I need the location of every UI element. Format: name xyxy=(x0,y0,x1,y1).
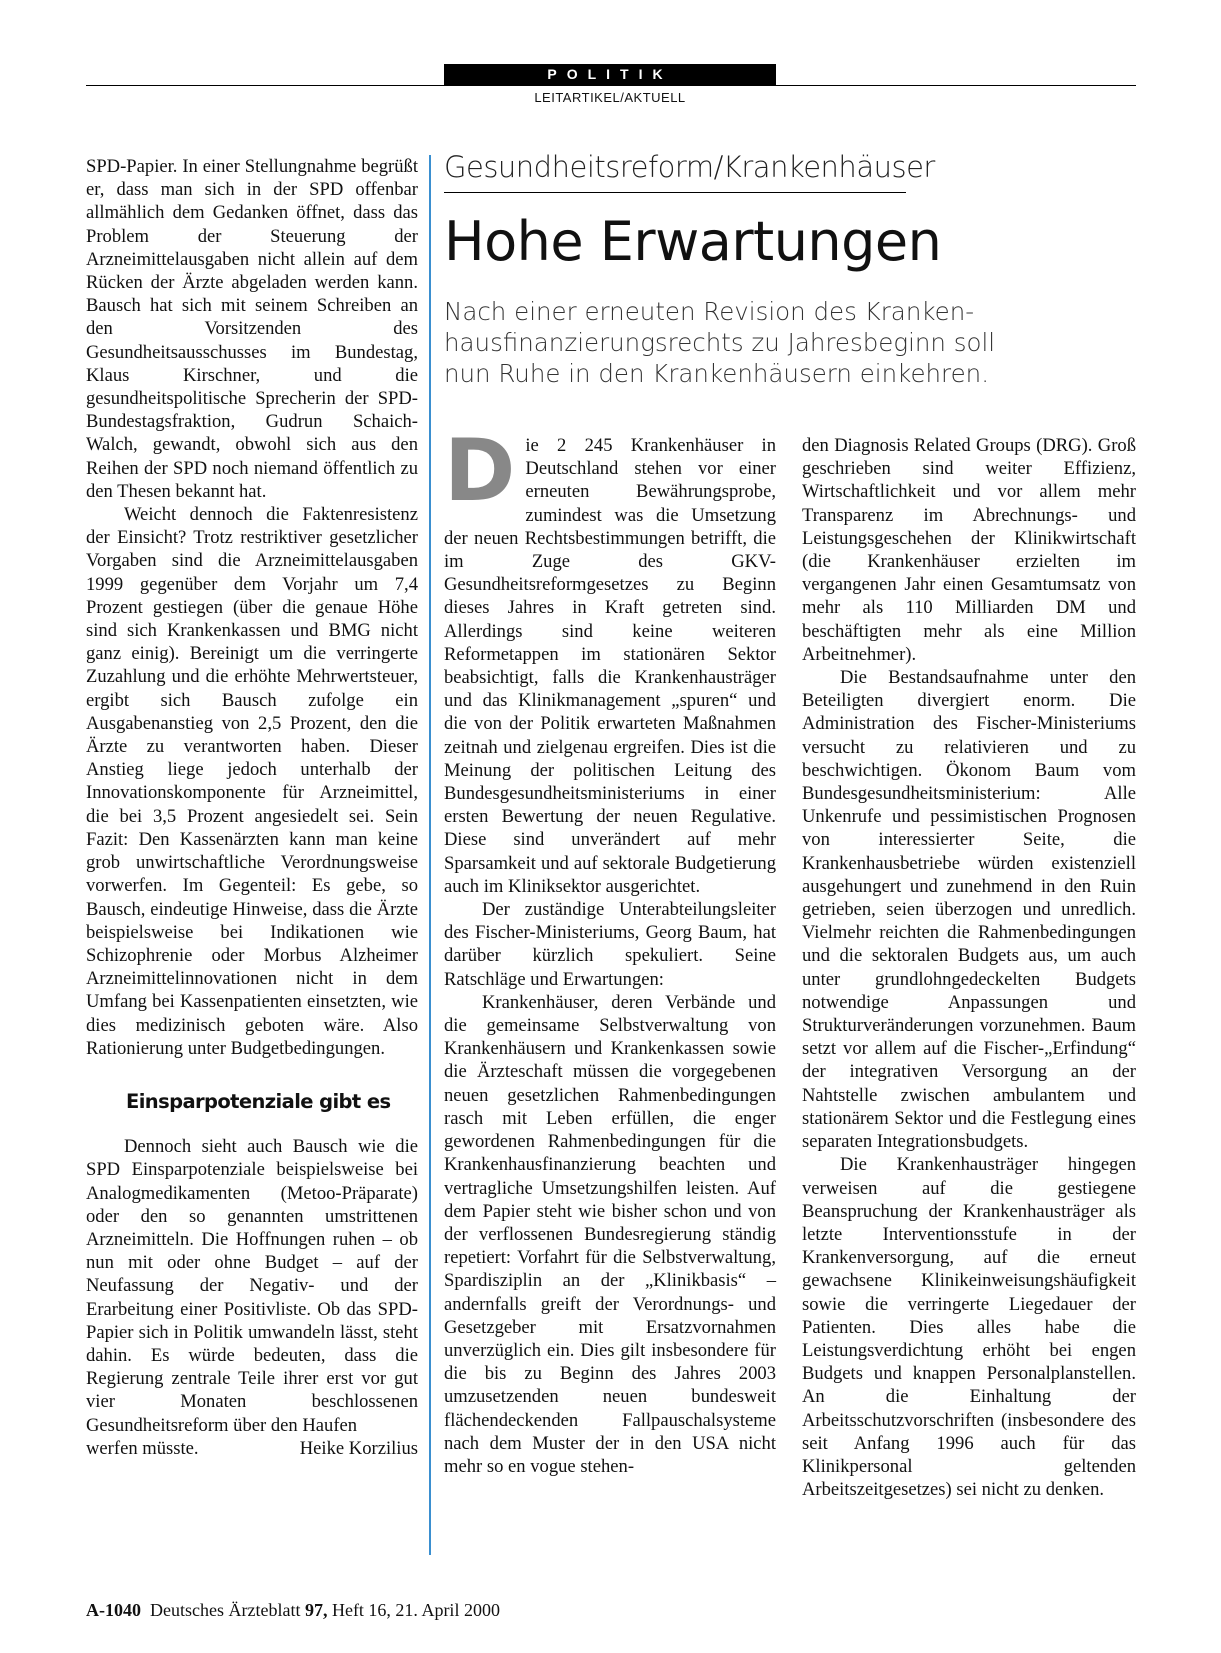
text-column-right xyxy=(802,434,1136,1501)
paragraph-text: ie 2 245 Krankenhäuser in Deutschland stehen vor einer erneuten Bewährungsprobe, zumindest was die Umsetzung der neuen Rechtsbestimmungen betrifft, die im Zuge des GKV-Gesundheitsreformgesetzes zu Beginn dieses Jahres in Kraft getreten sind. Allerdings sind keine weiteren Reformetappen im stationären Sektor beabsichtigt, falls die Krankenhausträger und das Klinikmanagement „spuren“ und die von der Politik erwarteten Maßnahmen zeitnah und zielgenau ergreifen. Dies ist die Meinung der politischen Leitung des Bundesgesundheitsministeriums in einer ersten Bewertung der neuen Regulative. Diese sind unverändert auf mehr Sparsamkeit und auf sektorale Budgetierung auch im Kliniksektor ausgerichtet. xyxy=(444,435,776,897)
paragraph: Weicht dennoch die Faktenresistenz der Einsicht? Trotz restriktiver gesetzlicher Vorgaben sind die Arzneimittelausgaben 1999 gegenüber dem Vorjahr um 7,4 Prozent gestiegen (über die genaue Höhe sind sich Krankenkassen und BMG nicht ganz einig). Bereinigt um die verringerte Zuzahlung und die erhöhte Mehrwertsteuer, ergibt sich Bausch zufolge ein Ausgabenanstieg von 2,5 Prozent, den die Ärzte zu verantworten haben. Dieser Anstieg liege jedoch unterhalb der Innovationskomponente für Arzneimittel, die bei 3,5 Prozent angesiedelt sei. Sein Fazit: Den Kassenärzten kann man keine grob unwirtschaftliche Verordnungsweise vorwerfen. Im Gegenteil: Es gebe, so Bausch, eindeutige Hinweise, dass die Ärzte beispielsweise bei Indikationen wie Schizophrenie oder Morbus Alzheimer Arzneimittelinnovationen nicht in dem Umfang bei Kassenpatienten einsetzten, wie dies medizinisch geboten wäre. Also Rationierung unter Budgetbedingungen. xyxy=(86,504,418,1059)
column-divider xyxy=(429,155,431,1555)
paragraph: SPD-Papier. In einer Stellungnahme begrüßt er, dass man sich in der SPD offenbar allmählich dem Gedanken öffnet, dass das Problem der Steuerung der Arzneimittelausgaben nicht allein auf dem Rücken der Ärzte abgeladen werden kann. Bausch hat sich mit seinem Schreiben an den Vorsitzenden des Gesundheitsausschusses im Bundestag, Klaus Kirschner, und die gesundheitspolitische Sprecherin der SPD-Bundestagsfraktion, Gudrun Schaich-Walch, gewandt, obwohl sich aus den Reihen der SPD noch niemand öffentlich zu den Thesen bekannt hat. xyxy=(86,156,418,502)
header-rule xyxy=(86,85,1136,86)
signature-line xyxy=(86,1437,418,1460)
page-number: A-1040 xyxy=(86,1600,141,1620)
author-name: Heike Korzilius xyxy=(299,1437,418,1459)
text-column-middle xyxy=(444,421,776,1478)
subheading: Einsparpotenziale gibt es xyxy=(126,1089,391,1113)
text-column-left xyxy=(86,155,418,1460)
paragraph: Die Bestandsaufnahme unter den Beteiligten divergiert enorm. Die Administration des Fischer-Ministeriums versucht zu relativieren und zu beschwichtigen. Ökonom Baum vom Bundesgesundheitsministerium: Alle Unkenrufe und pessimistischen Prognosen von interessierter Seite, die Krankenhausbetriebe würden existenziell ausgehungert und zunehmend in den Ruin getrieben, seien überzogen und unredlich. Vielmehr reichten die Rahmenbedingungen und die sektoralen Budgets aus, um auch unter grundlohngedeckelten Budgets notwendige Anpassungen und Strukturveränderungen vorzunehmen. Baum setzt vor allem auf die Fischer-„Erfindung“ der integrativen Versorgung an der Nahtstelle zwischen ambulantem und stationärem Sektor und die Festlegung eines separaten Integrationsbudgets. xyxy=(802,667,1136,1153)
paragraph: Dennoch sieht auch Bausch wie die SPD Einsparpotenziale beispielsweise bei Analogmedikamenten (Metoo-Präparate) oder den so genannten umstrittenen Arzneimitteln. Die Hoffnungen ruhen – ob nun mit oder ohne Budget – auf der Neufassung der Negativ- und der Erarbeitung einer Positivliste. Ob das SPD-Papier sich in Politik umwandeln lässt, steht dahin. Es würde bedeuten, dass die Regierung zentrale Teile ihrer erst vor gut vier Monaten beschlossenen Gesundheitsreform über den Haufen xyxy=(86,1136,418,1436)
paragraph: Der zuständige Unterabteilungsleiter des Fischer-Ministeriums, Georg Baum, hat darüber kürzlich spekuliert. Seine Ratschläge und Erwartungen: xyxy=(444,899,776,990)
paragraph: Krankenhäuser, deren Verbände und die gemeinsame Selbstverwaltung von Krankenhäusern und Krankenkassen sowie die Ärzteschaft müssen die vorgegebenen neuen gesetzlichen Rahmenbedingungen rasch mit Leben erfüllen, die enger gewordenen Rahmenbedingungen für die Krankenhausfinanzierung beachten und vertragliche Umsetzungshilfen leisten. Auf dem Papier steht wie bisher schon und von der verflossenen Bundesregierung ständig repetiert: Vorfahrt für die Selbstverwaltung, Spardisziplin an der „Klinikbasis“ – andernfalls greift der Verordnungs- und Gesetzgeber mit Ersatzvornahmen unverzüglich ein. Dies gilt insbesondere für die bis zu Beginn des Jahres 2003 umzusetzenden neuen bundesweit flächendeckenden Fallpauschalsysteme nach dem Muster der in den USA nicht mehr so en vogue stehen- xyxy=(444,991,776,1477)
drop-cap: D xyxy=(444,421,516,521)
paragraph: Die Krankenhausträger hingegen verweisen auf die gestiegene Beanspruchung der Krankenhausträger als letzte Interventionsstufe in der Krankenversorgung, auf die erneut gewachsene Klinikeinweisungshäufigkeit sowie die verringerte Liegedauer der Patienten. Dies alles habe die Leistungsverdichtung erhöht bei engen Budgets und knappen Personalplanstellen. An die Einhaltung der Arbeitsschutzvorschriften (insbesondere des seit Anfang 1996 auch für das Klinikpersonal geltenden Arbeitszeitgesetzes) sei nicht zu denken. xyxy=(802,1154,1136,1501)
volume-number: 97, xyxy=(304,1600,328,1620)
teaser-line: hausfinanzierungsrechts zu Jahresbeginn soll xyxy=(444,328,996,357)
paragraph: den Diagnosis Related Groups (DRG). Groß geschrieben sind weiter Effizienz, Wirtschaftlichkeit und vor allem mehr Transparenz im Abrechnungs- und Leistungsgeschehen der Klinikwirtschaft (die Krankenhäuser erzielten im vergangenen Jahr einen Gesamtumsatz von mehr als 110 Milliarden DM und beschäftigten mehr als eine Million Arbeitnehmer). xyxy=(802,435,1136,665)
teaser-line: Nach einer erneuten Revision des Kranken- xyxy=(444,297,975,326)
subsection-label: LEITARTIKEL/AKTUELL xyxy=(534,90,686,105)
section-label: POLITIK xyxy=(444,64,776,85)
paragraph-end: werfen müsste. xyxy=(86,1437,199,1459)
issue-info: Heft 16, 21. April 2000 xyxy=(331,1600,500,1620)
article-teaser xyxy=(444,296,1144,389)
teaser-line: nun Ruhe in den Krankenhäusern einkehren. xyxy=(444,359,989,388)
paragraph xyxy=(444,421,776,898)
rubric-underline xyxy=(444,192,906,193)
journal-name: Deutsches Ärzteblatt xyxy=(150,1600,301,1620)
article-headline: Hohe Erwartungen xyxy=(444,210,942,273)
page-footer xyxy=(86,1600,500,1621)
article-rubric: Gesundheitsreform/Krankenhäuser xyxy=(444,150,935,184)
